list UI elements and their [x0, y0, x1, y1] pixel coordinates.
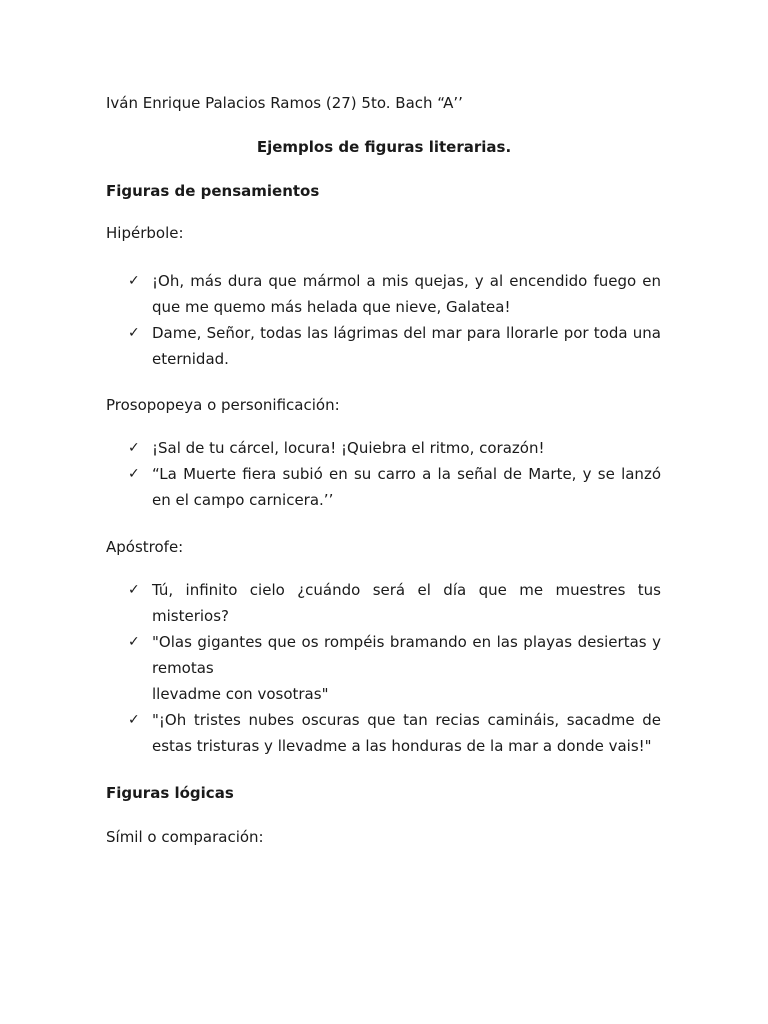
- list-item-continuation: llevadme con vosotras": [152, 685, 329, 703]
- list-item: ✓ "¡Oh tristes nubes oscuras que tan recias camináis, sacadme de estas tristuras y llevadme a las honduras de la mar a donde vais!": [128, 707, 661, 759]
- section-heading-pensamientos: Figuras de pensamientos: [106, 182, 320, 200]
- check-icon: ✓: [128, 325, 140, 341]
- author-line: Iván Enrique Palacios Ramos (27) 5to. Bach “A’’: [106, 94, 463, 112]
- list-item: ✓ ¡Sal de tu cárcel, locura! ¡Quiebra el ritmo, corazón!: [128, 435, 661, 461]
- check-icon: ✓: [128, 582, 140, 598]
- prosopopeya-list: [128, 435, 661, 513]
- check-icon: ✓: [128, 440, 140, 456]
- subheading-simil: Símil o comparación:: [106, 828, 264, 846]
- check-icon: ✓: [128, 273, 140, 289]
- check-icon: ✓: [128, 712, 140, 728]
- list-item: ✓ “La Muerte fiera subió en su carro a la señal de Marte, y se lanzó en el campo carnicera.’’: [128, 461, 661, 513]
- check-icon: ✓: [128, 634, 140, 650]
- check-icon: ✓: [128, 466, 140, 482]
- section-heading-logicas: Figuras lógicas: [106, 784, 234, 802]
- subheading-prosopopeya: Prosopopeya o personificación:: [106, 396, 340, 414]
- subheading-apostrofe: Apóstrofe:: [106, 538, 184, 556]
- apostrofe-list: [128, 577, 661, 759]
- list-item: ✓ Tú, infinito cielo ¿cuándo será el día que me muestres tus misterios?: [128, 577, 661, 629]
- list-item: ✓ "Olas gigantes que os rompéis bramando en las playas desiertas y remotas llevadme con vosotras": [128, 629, 661, 707]
- list-item: ✓ ¡Oh, más dura que mármol a mis quejas, y al encendido fuego en que me quemo más helada que nieve, Galatea!: [128, 268, 661, 320]
- hiperbole-list: [128, 268, 661, 372]
- list-item: ✓ Dame, Señor, todas las lágrimas del mar para llorarle por toda una eternidad.: [128, 320, 661, 372]
- document-title: Ejemplos de figuras literarias.: [256, 138, 512, 156]
- subheading-hiperbole: Hipérbole:: [106, 224, 184, 242]
